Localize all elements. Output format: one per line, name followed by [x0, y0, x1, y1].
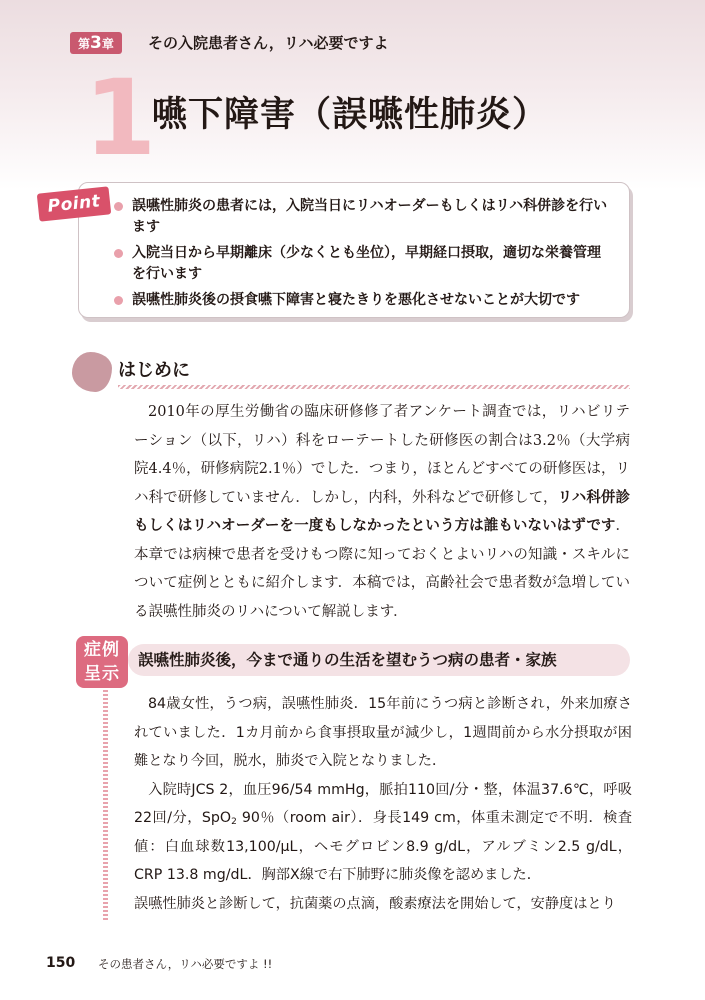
intro-text-part2: ．本章では病棟で患者を受けもつ際に知っておくとよいリハの知識・スキルについて症例とともに紹介します．本稿では，高齢社会で患者数が急増している誤嚥性肺炎のリハについて解説します．: [134, 518, 630, 620]
chapter-suffix: 章: [101, 37, 114, 51]
intro-paragraph: [134, 398, 630, 626]
case-paragraph: [134, 890, 632, 919]
case-paragraph-2b: 90％（room air）．身長149 cm，体重未測定で不明．検査値：白血球数13,100/μL，ヘモグロビン8.9 g/dL，アルブミン2.5 g/dL，CRP 13.8 mg/dL．胸部X線で右下肺野に肺炎像を認めました．: [134, 810, 633, 883]
case-paragraph: [134, 776, 632, 890]
case-paragraph-2a: 入院時JCS 2，血圧96/54 mmHg，脈拍110回/分・整，体温37.6℃，呼吸22回/分，SpO: [134, 781, 632, 826]
section-title: 嚥下障害（誤嚥性肺炎）: [152, 95, 549, 135]
case-body: [134, 690, 632, 918]
case-badge-line1: 症例: [84, 640, 120, 660]
intro-heading: はじめに: [118, 360, 190, 381]
chapter-title: その入院患者さん，リハ必要ですよ: [148, 34, 389, 52]
point-item: [114, 290, 614, 311]
point-item-text: 入院当日から早期離床（少なくとも坐位），早期経口摂取，適切な栄養管理を行います: [132, 245, 601, 282]
point-label: Point: [37, 186, 112, 221]
heading-divider: [118, 385, 630, 389]
case-side-rule: [103, 690, 108, 922]
page-number: 150: [46, 955, 76, 971]
point-item: [114, 243, 614, 285]
case-badge: [76, 636, 128, 688]
chapter-prefix: 第: [78, 37, 91, 51]
bullet-icon: [114, 296, 123, 305]
point-item-text: 誤嚥性肺炎後の摂食嚥下障害と寝たきりを悪化させないことが大切です: [132, 292, 580, 308]
point-item: [114, 196, 614, 238]
case-paragraph-2-sub: 2: [231, 817, 237, 827]
case-paragraph: [134, 690, 632, 776]
bullet-icon: [114, 249, 123, 258]
case-paragraph-3: 誤嚥性肺炎と診断して，抗菌薬の点滴，酸素療法を開始して，安静度はとり: [134, 895, 616, 912]
running-footer: その患者さん，リハ必要ですよ !!: [98, 957, 273, 971]
intro-text-bold: リハ科併診もしくはリハオーダーを一度もしなかったという方は誰もいないはずです: [134, 489, 630, 534]
chapter-tab: [70, 32, 122, 54]
case-paragraph-1: 84歳女性，うつ病，誤嚥性肺炎．15年前にうつ病と診断され，外来加療されていました．1カ月前から食事摂取量が減少し，1週間前から水分摂取が困難となり今回，脱水，肺炎で入院となりました．: [134, 696, 632, 769]
point-list: [114, 196, 614, 316]
intro-text-part1: 2010年の厚生労働省の臨床研修修了者アンケート調査では，リハビリテーション（以下，リハ）科をローテートした研修医の割合は3.2％（大学病院4.4％，研修病院2.1％）でした．つまり，ほとんどすべての研修医は，リハ科で研修していません．しかし，内科，外科などで研修して，: [134, 404, 630, 506]
heading-blob-icon: [72, 352, 112, 392]
point-item-text: 誤嚥性肺炎の患者には，入院当日にリハオーダーもしくはリハ科併診を行います: [132, 198, 608, 235]
section-number: 1: [84, 57, 157, 179]
case-title: 誤嚥性肺炎後，今まで通りの生活を望むうつ病の患者・家族: [138, 651, 557, 669]
bullet-icon: [114, 202, 123, 211]
chapter-number: 3: [90, 33, 102, 53]
case-badge-line2: 呈示: [84, 664, 120, 684]
